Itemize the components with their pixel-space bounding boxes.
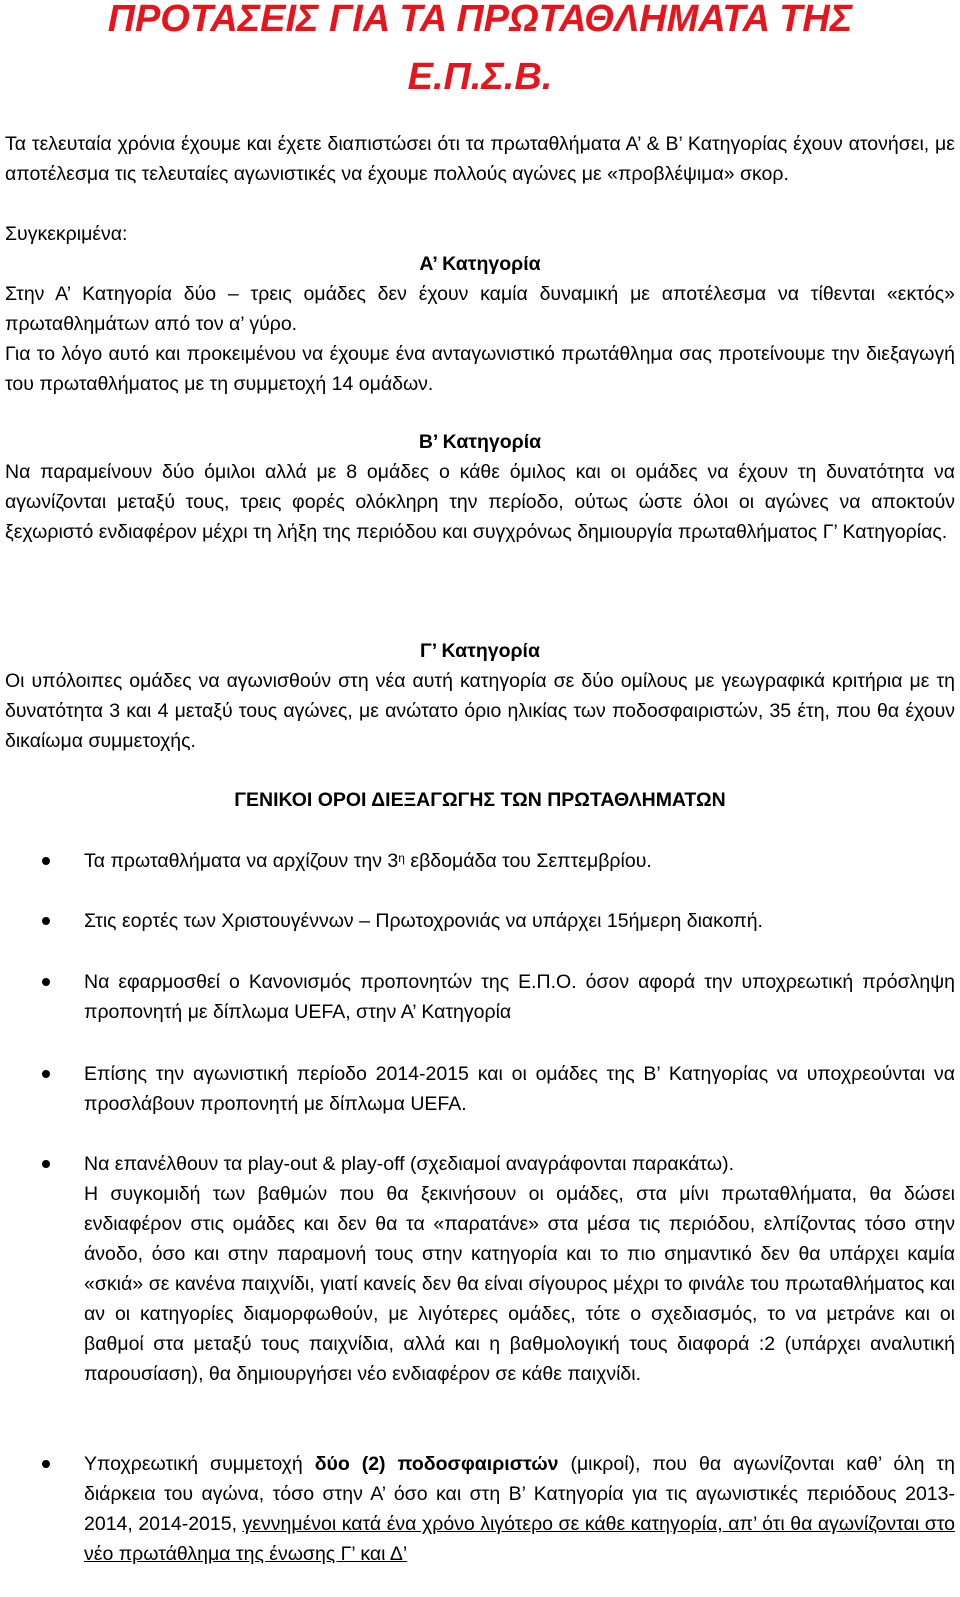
- general-term-1-text-end: εβδομάδα του Σεπτεμβρίου.: [404, 850, 652, 872]
- section-b-heading: Β’ Κατηγορία: [418, 431, 542, 453]
- intro-paragraph: Τα τελευταία χρόνια έχουμε και έχετε διαπιστώσει ότι τα πρωταθλήματα Α’ & Β’ Κατηγορίας έχουν ατονήσει, με αποτέλεσμα τις τελευταίες αγωνιστικές να έχουμε πολλούς αγώνες με «προβλέψιμα» σκορ.: [5, 133, 955, 185]
- general-term-2: Στις εορτές των Χριστουγέννων – Πρωτοχρονιάς να υπάρχει 15ήμερη διακοπή.: [84, 910, 763, 932]
- general-term-4: Επίσης την αγωνιστική περίοδο 2014-2015 και οι ομάδες της Β’ Κατηγορίας να υποχρεούνται να προσλάβουν προπονητή με δίπλωμα UEFA.: [84, 1063, 955, 1115]
- section-a-heading: Α’ Κατηγορία: [419, 253, 541, 275]
- general-term-5-body: Η συγκομιδή των βαθμών που θα ξεκινήσουν οι ομάδες, στα μίνι πρωταθλήματα, θα δώσει ενδιαφέρον στις ομάδες και δεν θα τα «παρατάνε» στα μέσα τις περιόδου, ελπίζοντας τόσο στην άνοδο, όσο και στην παραμονή τους στην κατηγορία και το πιο σημαντικό δεν θα υπάρχει καμία «σκιά» σε κανένα παιχνίδι, γιατί κανείς δεν θα είναι σίγουρος μέχρι το φινάλε του πρωταθλήματος και αν οι κατηγορίες διαμορφωθούν, με λιγότερες ομάδες, τότε ο σχεδιασμός, το να μετράνε και οι βαθμοί στα μεταξύ τους παιχνίδια, αλλά και η βαθμολογική τους διαφορά :2 (υπάρχει αναλυτική παρουσίαση), θα δημιουργήσει νέο ενδιαφέρον σε κάθε παιχνίδι.: [84, 1183, 955, 1385]
- general-terms-heading: ΓΕΝΙΚΟΙ ΟΡΟΙ ΔΙΕΞΑΓΩΓΗΣ ΤΩΝ ΠΡΩΤΑΘΛΗΜΑΤΩΝ: [234, 789, 726, 811]
- general-term-6-text: Υποχρεωτική συμμετοχή: [84, 1453, 315, 1475]
- document-title-line-2: Ε.Π.Σ.Β.: [407, 56, 553, 98]
- document-title-line-1: ΠΡΟΤΑΣΕΙΣ ΓΙΑ ΤΑ ΠΡΩΤΑΘΛΗΜΑΤΑ ΤΗΣ: [107, 0, 853, 40]
- general-term-6-bold: δύο (2) ποδοσφαιριστών: [314, 1453, 559, 1475]
- general-term-6: [84, 1449, 955, 1569]
- section-a-paragraph-2: Για το λόγο αυτό και προκειμένου να έχουμε ένα ανταγωνιστικό πρωτάθλημα σας προτείνουμε την διεξαγωγή του πρωταθλήματος με τη συμμετοχή 14 ομάδων.: [5, 343, 955, 395]
- general-term-1: [84, 846, 955, 876]
- section-a-paragraph-1: Στην Α’ Κατηγορία δύο – τρεις ομάδες δεν έχουν καμία δυναμική με αποτέλεσμα να τίθενται «εκτός» πρωταθλημάτων από τον α’ γύρο.: [5, 283, 955, 335]
- bullet-icon: [42, 1460, 50, 1468]
- general-term-5-first-line: Να επανέλθουν τα play-out & play-off (σχεδιαμοί αναγράφονται παρακάτω).: [84, 1153, 734, 1175]
- section-c-paragraph-1: Οι υπόλοιπες ομάδες να αγωνισθούν στη νέα αυτή κατηγορία σε δύο ομίλους με γεωγραφικά κριτήρια με τη δυνατότητα 3 και 4 μεταξύ τους αγώνες, με ανώτατο όριο ηλικίας των ποδοσφαιριστών, 35 έτη, που θα έχουν δικαίωμα συμμετοχής.: [5, 670, 955, 752]
- bullet-icon: [42, 857, 50, 865]
- bullet-icon: [42, 1070, 50, 1078]
- general-term-6-underlined: γεννημένοι κατά ένα χρόνο λιγότερο σε κάθε κατηγορία, απ’ ότι θα αγωνίζονται στο νέο πρωτάθλημα της ένωσης Γ’ και Δ’: [84, 1513, 956, 1565]
- general-term-3: Να εφαρμοσθεί ο Κανονισμός προπονητών της Ε.Π.Ο. όσον αφορά την υποχρεωτική πρόσληψη προπονητή με δίπλωμα UEFA, στην Α’ Κατηγορία: [84, 971, 955, 1023]
- intro-specifically: Συγκεκριμένα:: [5, 223, 128, 245]
- bullet-icon: [42, 1160, 50, 1168]
- section-c-heading: Γ’ Κατηγορία: [420, 640, 540, 662]
- general-term-1-superscript: η: [398, 851, 405, 865]
- general-term-5: [84, 1149, 955, 1389]
- general-term-6-middle: (μικροί), που θα αγωνίζονται καθ’ όλη τη διάρκεια του αγώνα, τόσο στην Α’ όσο και στη Β’ Κατηγορία για τις αγωνιστικές περιόδους 2013-2014, 2014-2015,: [84, 1453, 955, 1535]
- bullet-icon: [42, 917, 50, 925]
- general-term-1-text: Τα πρωταθλήματα να αρχίζουν την 3: [84, 850, 399, 872]
- section-b-paragraph-1: Να παραμείνουν δύο όμιλοι αλλά με 8 ομάδες ο κάθε όμιλος και οι ομάδες να έχουν τη δυνατότητα να αγωνίζονται μεταξύ τους, τρεις φορές ολόκληρη την περίοδο, ούτως ώστε όλοι οι αγώνες να αποκτούν ξεχωριστό ενδιαφέρον μέχρι τη λήξη της περιόδου και συγχρόνως δημιουργία πρωταθλήματος Γ’ Κατηγορίας.: [5, 461, 955, 543]
- bullet-icon: [42, 978, 50, 986]
